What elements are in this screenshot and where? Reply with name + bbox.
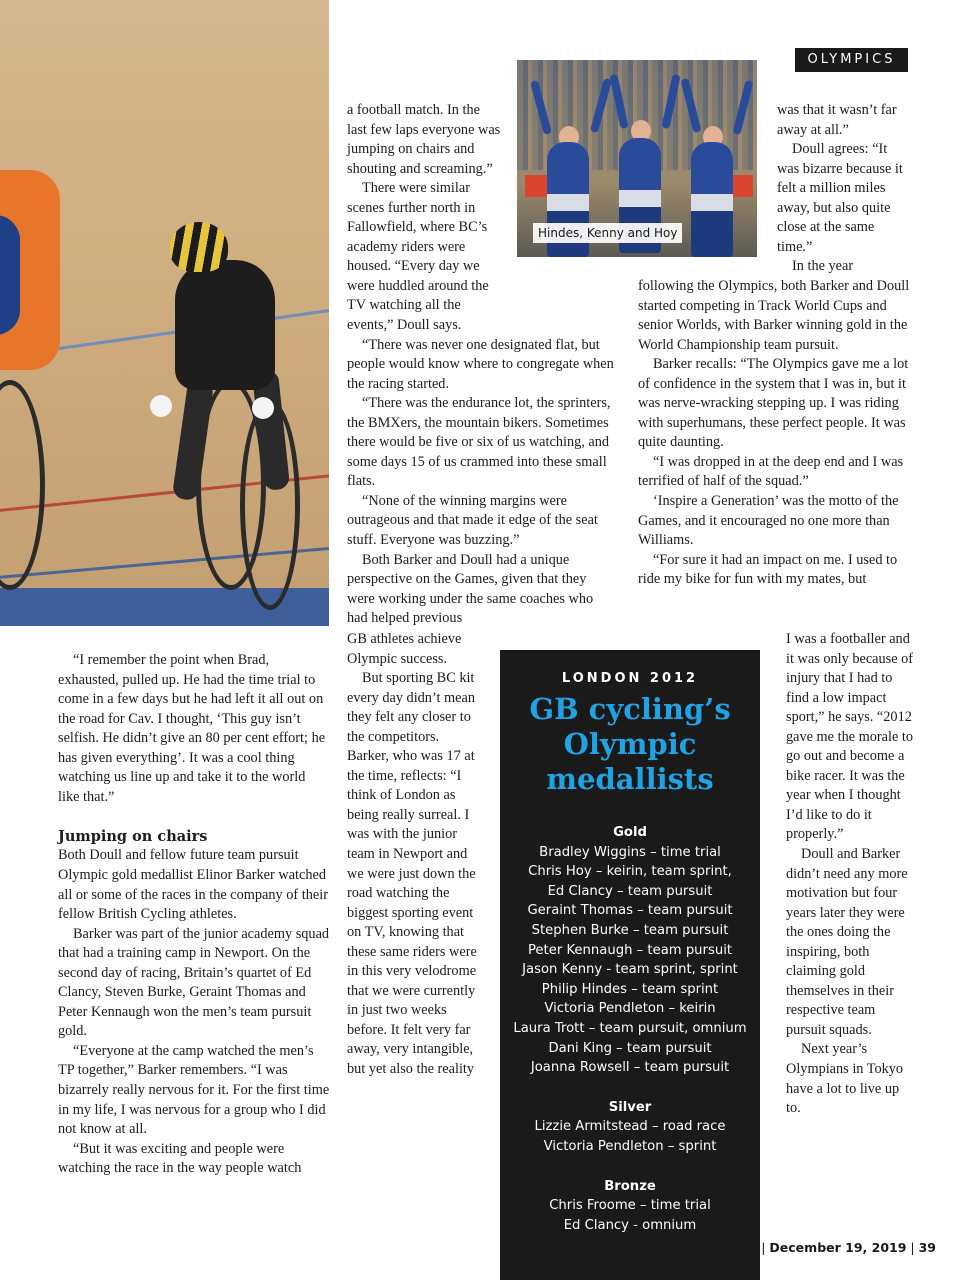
bronze-medallists bbox=[500, 1177, 760, 1236]
list-item: Victoria Pendleton – sprint bbox=[543, 1138, 717, 1154]
list-item: Ed Clancy – team pursuit bbox=[547, 883, 713, 899]
article-column-3-narrow bbox=[786, 630, 914, 1119]
list-item: Geraint Thomas – team pursuit bbox=[527, 903, 733, 919]
paragraph: Next year’s Olympians in Tokyo have a lot to live up to. bbox=[786, 1041, 904, 1117]
paragraph: was that it wasn’t far away at all.” bbox=[777, 102, 897, 138]
paragraph: GB athletes achieve Olympic success. bbox=[347, 631, 462, 667]
paragraph: Both Barker and Doull had a unique perspective on the Games, given that they were working under the same coaches who had helped previous bbox=[347, 551, 594, 627]
list-item: Dani King – team pursuit bbox=[548, 1040, 712, 1056]
paragraph: Doull and Barker didn’t need any more motivation but four years later they were the ones doing the inspiring, both claiming gold themselves in their respective team pursuit squads. bbox=[786, 846, 908, 1038]
list-item: Bradley Wiggins – time trial bbox=[539, 844, 721, 860]
paragraph: a football match. In the last few laps everyone was jumping on chairs and shouting and screaming.” bbox=[347, 102, 501, 177]
paragraph: Both Doull and fellow future team pursuit Olympic gold medallist Elinor Barker watched all or some of the races in the company of their fellow British Cycling athletes. bbox=[58, 847, 328, 923]
paragraph: Doull agrees: “It was bizarre because it felt a million miles away, but also quite close at the same time.” bbox=[777, 141, 903, 255]
sidebar-title: GB cycling’s Olympic medallists bbox=[529, 692, 731, 796]
paragraph: Barker was part of the junior academy squad that had a training camp in Newport. On the second day of racing, Britain’s quartet of Ed Clancy, Steven Burke, Geraint Thomas and Peter Kennaugh won the men’s team pursuit gold. bbox=[58, 925, 330, 1040]
paragraph: “But it was exciting and people were watching the race in the way people watch bbox=[58, 1140, 302, 1177]
article-column-3-top bbox=[777, 101, 912, 277]
silver-medallists bbox=[500, 1098, 760, 1157]
list-item: Laura Trott – team pursuit, omnium bbox=[513, 1020, 747, 1036]
list-item: Peter Kennaugh – team pursuit bbox=[527, 942, 733, 958]
sidebar-kicker: LONDON 2012 bbox=[561, 671, 699, 686]
paragraph: “Everyone at the camp watched the men’s TP together,” Barker remembers. “I was bizarrely really nervous for it. For the first time in my life, I was nervous for a group who I did not know at all. bbox=[58, 1042, 330, 1138]
gold-medallists bbox=[500, 823, 760, 1078]
paragraph: But sporting BC kit every day didn’t mean they felt any closer to the competitors. Barker, who was 17 at the time, reflects: “I think of London as being really surreal. I was with the junior team in Newport and we were just down the road watching the biggest sporting event on TV, knowing that these same riders were in this very velodrome that we were currently in just two weeks before. It felt very far away, very intangible, but yet also the reality bbox=[347, 670, 477, 1078]
paragraph: I was a footballer and it was only because of injury that I had to find a low impact sport,” he says. “2012 gave me the morale to go out and become a bike racer. It was the year when I thought I’d like to do it properly.” bbox=[786, 631, 914, 843]
list-item: Ed Clancy - omnium bbox=[563, 1217, 697, 1233]
section-label: OLYMPICS bbox=[795, 48, 908, 72]
list-item: Lizzie Armitstead – road race bbox=[534, 1119, 726, 1135]
article-column-1 bbox=[58, 651, 330, 1179]
paragraph: “I was dropped in at the deep end and I was terrified of half of the squad.” bbox=[638, 453, 904, 490]
paragraph: “There was never one designated flat, but people would know where to congregate when the racing started. bbox=[347, 336, 614, 392]
list-item: Chris Froome – time trial bbox=[549, 1198, 711, 1214]
page-footer: ekly | December 19, 2019 | 39 bbox=[731, 1240, 936, 1255]
paragraph: “I remember the point when Brad, exhausted, pulled up. He had the time trial to come in a few days but he had left it all out on the road for Cav. I thought, ‘This guy isn’t selfish. He didn’t give an 80 per cent effort; he has given everything’. It was a cool thing watching us line up and take it to the world like that.” bbox=[58, 652, 326, 805]
photo-caption: Hindes, Kenny and Hoy bbox=[533, 223, 682, 243]
list-item: Philip Hindes – team sprint bbox=[541, 981, 719, 997]
paragraph: following the Olympics, both Barker and Doull started competing in Track World Cups and senior Worlds, with Barker winning gold in the World Championship team pursuit. bbox=[638, 278, 910, 353]
paragraph: “For sure it had an impact on me. I used to ride my bike for fun with my mates, but bbox=[638, 551, 898, 588]
paragraph: Barker recalls: “The Olympics gave me a lot of confidence in the system that I was in, but it was nerve-wracking stepping up. I was riding with superhumans, these perfect people. It was quite daunting. bbox=[638, 356, 909, 451]
list-item: Joanna Rowsell – team pursuit bbox=[530, 1060, 730, 1076]
article-column-2 bbox=[347, 101, 617, 629]
publication-name: ekly bbox=[731, 1240, 758, 1255]
article-column-3 bbox=[638, 277, 914, 590]
paragraph: “None of the winning margins were outrageous and that made it edge of the seat stuff. Everyone was buzzing.” bbox=[347, 492, 598, 549]
page-number: 39 bbox=[918, 1240, 936, 1255]
list-item: Stephen Burke – team pursuit bbox=[531, 922, 729, 938]
track-cyclist-photo bbox=[0, 0, 329, 626]
issue-date: December 19, 2019 bbox=[769, 1240, 907, 1255]
list-item: Victoria Pendleton – keirin bbox=[544, 1001, 716, 1017]
bronze-heading: Bronze bbox=[604, 1178, 656, 1194]
medallists-sidebar bbox=[500, 650, 760, 1280]
gold-heading: Gold bbox=[613, 825, 647, 840]
list-item: Jason Kenny - team sprint, sprint bbox=[522, 962, 738, 978]
paragraph: “There was the endurance lot, the sprinters, the BMXers, the mountain bikers. Sometimes there would be five or six of us watching, and some days 15 of us crammed into these small flats. bbox=[347, 395, 611, 490]
paragraph: In the year bbox=[792, 258, 854, 275]
list-item: Chris Hoy – keirin, team sprint, bbox=[528, 864, 732, 880]
paragraph: There were similar scenes further north in Fallowfield, where BC’s academy riders were housed. “Every day we were huddled around the TV watching all the events,” Doull says. bbox=[347, 180, 489, 334]
article-column-2-narrow bbox=[347, 630, 477, 1080]
silver-heading: Silver bbox=[608, 1099, 652, 1115]
paragraph: ‘Inspire a Generation’ was the motto of the Games, and it encouraged no one more than Williams. bbox=[638, 493, 899, 549]
subheading: Jumping on chairs bbox=[58, 827, 208, 845]
